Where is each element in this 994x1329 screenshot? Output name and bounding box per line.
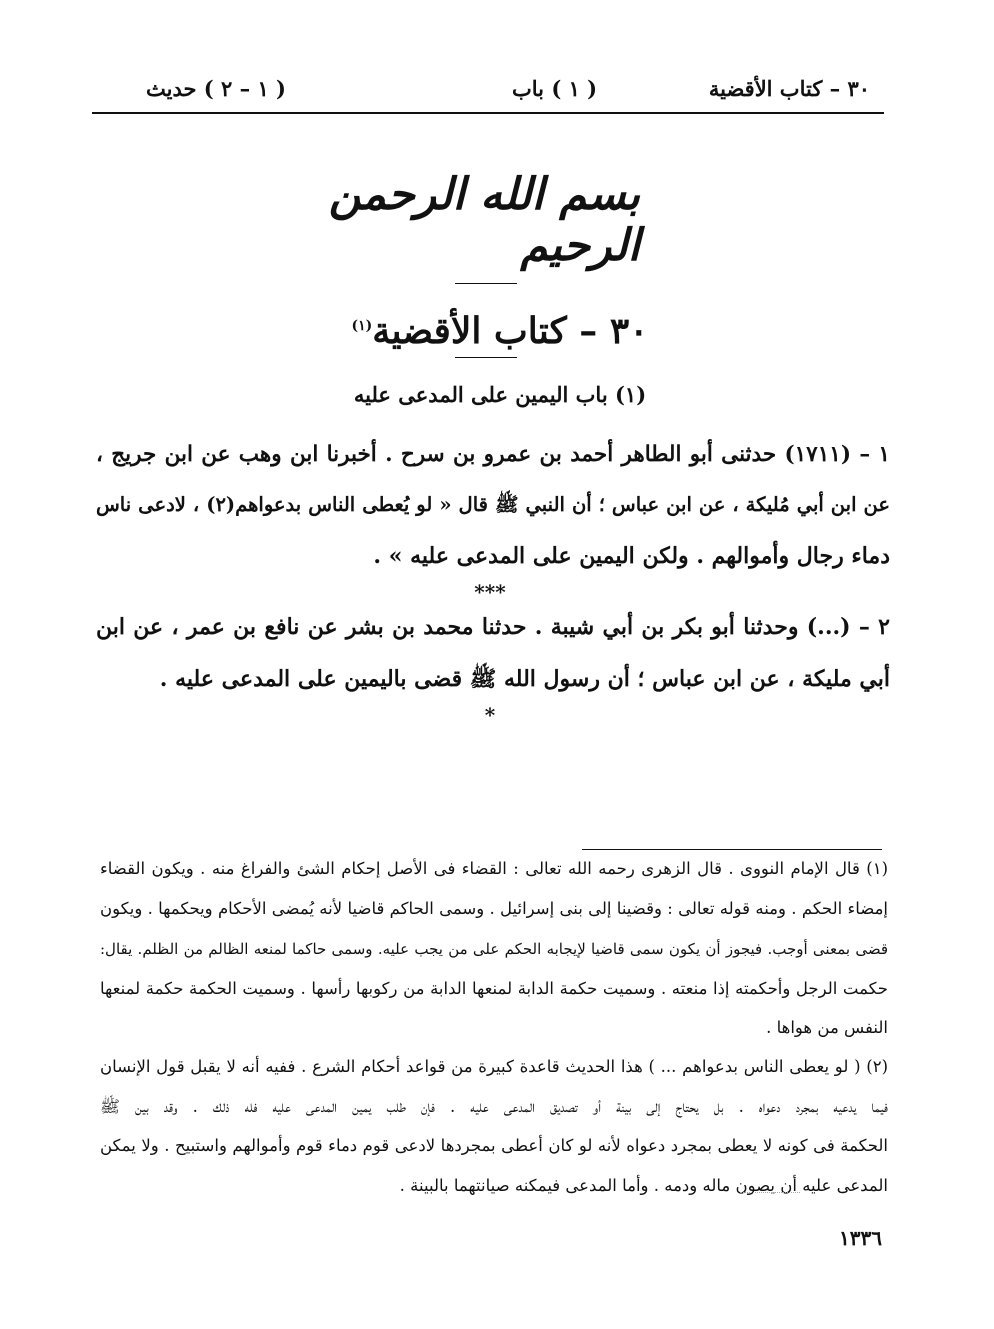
footnote-1-line: النفس من هواها . — [766, 1018, 888, 1037]
hadith-1-line: عن ابن أبي مُليكة ، عن ابن عباس ؛ أن النبي ﷺ قال « لو يُعطى الناس بدعواهم(٢) ، لادعى ناس — [96, 493, 890, 516]
hadith-1-line: دماء رجال وأموالهم . ولكن اليمين على المدعى عليه » . — [373, 543, 890, 569]
divider-rule — [455, 283, 517, 284]
footnote-1-line: حكمت الرجل وأحكمته إذا منعته . وسميت حكمة الدابة لمنعها الدابة من ركوبها رأسها . وسميت الحكمة حكمة لمنعها — [100, 979, 888, 998]
header-book-title: ٣٠ – كتاب الأقضية — [708, 76, 870, 101]
header-hadith-range: ( ١ – ٢ ) حديث — [146, 76, 286, 101]
header-chapter-number: ( ١ ) باب — [512, 76, 598, 101]
footnote-2-line: فيما يدعيه بمجرد دعواه . بل يحتاج إلى بينة أو تصديق المدعى عليه . فإن طلب يمين المدعى عليه فله ذلك . وقد بين ﷺ — [100, 1097, 888, 1116]
footnote-divider — [582, 849, 882, 850]
hadith-2-line: ٢ – (...) وحدثنا أبو بكر بن أبي شيبة . حدثنا محمد بن بشر عن نافع بن عمر ، عن ابن — [96, 614, 890, 640]
footnote-1-line: (١) قال الإمام النووى . قال الزهرى رحمه الله تعالى : القضاء فى الأصل إحكام الشئ والفراغ منه . ويكون القضاء — [100, 859, 888, 878]
section-separator: *** — [474, 580, 506, 604]
footnote-1-line: قضى بمعنى أوجب. فيجوز أن يكون سمى قاضيا لإيجابه الحكم على من يجب عليه. وسمى حاكما لمنعه الظالم من الظلم. يقال: — [100, 940, 888, 958]
running-header — [92, 72, 884, 114]
scan-artifact — [740, 1192, 800, 1193]
chapter-title: (١) باب اليمين على المدعى عليه — [353, 382, 647, 407]
footnote-2-line: المدعى عليه أن يصون ماله ودمه . وأما المدعى فيمكنه صيانتهما بالبينة . — [399, 1176, 888, 1195]
page-number: ١٣٣٦ — [839, 1226, 882, 1250]
footnote-2-line: (٢) ( لو يعطى الناس بدعواهم ... ) هذا الحديث قاعدة كبيرة من قواعد أحكام الشرع . ففيه أنه لا يقبل قول الإنسان — [100, 1057, 888, 1076]
hadith-1-line: ١ – (١٧١١) حدثنى أبو الطاهر أحمد بن عمرو بن سرح . أخبرنا ابن وهب عن ابن جريج ، — [96, 442, 890, 467]
divider-rule — [455, 357, 517, 358]
footnote-marker: (١) — [351, 318, 373, 334]
book-title-text: ٣٠ – كتاب الأقضية — [372, 310, 649, 352]
footnote-2-line: الحكمة فى كونه لا يعطى بمجرد دعواه لأنه لو كان أعطى بمجردها لادعى قوم دماء قوم وأموالهم واستبيح . ولا يمكن — [100, 1136, 888, 1155]
basmala-calligraphy: بسم الله الرحمن الرحيم — [328, 169, 640, 271]
book-title — [200, 300, 800, 352]
hadith-2-line: أبي مليكة ، عن ابن عباس ؛ أن رسول الله ﷺ قضى باليمين على المدعى عليه . — [159, 666, 890, 692]
end-mark: * — [484, 703, 496, 727]
footnote-1-line: إمضاء الحكم . ومنه قوله تعالى : وقضينا إلى بنى إسرائيل . وسمى الحاكم قاضيا لأنه يُمضى الأحكام ويحكمها . ويكون — [100, 899, 888, 918]
